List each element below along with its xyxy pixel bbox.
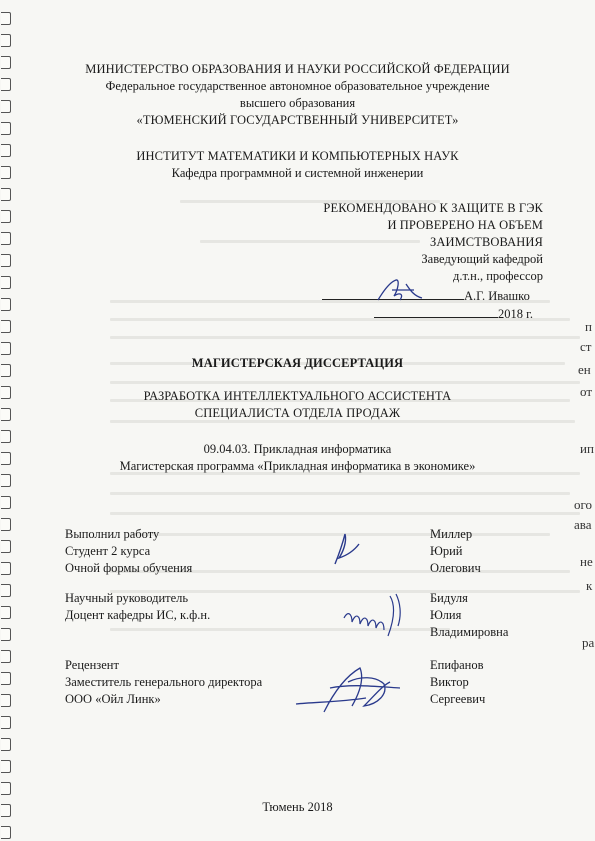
approval-date: 2018 г. <box>498 307 533 321</box>
supervisor-label1: Научный руководитель <box>65 591 189 605</box>
supervisor-label2: Доцент кафедры ИС, к.ф.н. <box>65 608 211 622</box>
bleed-char: ра <box>582 635 595 650</box>
institution-type-line1: Федеральное государственное автономное образовательное учреждение <box>105 79 490 93</box>
binding-hole <box>1 474 11 487</box>
author-surname: Миллер <box>430 527 473 541</box>
reviewer-label1: Рецензент <box>65 658 119 672</box>
author-label2: Студент 2 курса <box>65 544 151 558</box>
thesis-title-line2: СПЕЦИАЛИСТА ОТДЕЛА ПРОДАЖ <box>194 406 401 420</box>
university-name: «ТЮМЕНСКИЙ ГОСУДАРСТВЕННЫЙ УНИВЕРСИТЕТ» <box>136 113 459 127</box>
approval-line2: И ПРОВЕРЕНО НА ОБЪЕМ <box>387 218 543 232</box>
binding-hole <box>1 320 11 333</box>
reviewer-signature <box>290 662 410 718</box>
reviewer-surname: Епифанов <box>430 658 484 672</box>
binding-hole <box>1 672 11 685</box>
supervisor-signature <box>340 592 410 640</box>
approval-role: Заведующий кафедрой <box>421 252 543 266</box>
binding-hole <box>1 562 11 575</box>
author-label1: Выполнил работу <box>65 527 160 541</box>
binding-hole <box>1 606 11 619</box>
bleed-char: ава <box>574 517 592 532</box>
bleed-char: ст <box>580 339 592 354</box>
binding-hole <box>1 496 11 509</box>
binding-hole <box>1 188 11 201</box>
binding-hole <box>1 738 11 751</box>
reviewer-label2: Заместитель генерального директора <box>65 675 263 689</box>
binding-hole <box>1 232 11 245</box>
supervisor-patronymic: Владимировна <box>430 625 509 639</box>
binding-hole <box>1 650 11 663</box>
binding-hole <box>1 760 11 773</box>
binding-hole <box>1 276 11 289</box>
binding-hole <box>1 12 11 25</box>
approval-line1: РЕКОМЕНДОВАНО К ЗАЩИТЕ В ГЭК <box>323 201 543 215</box>
approval-date-line <box>374 305 533 322</box>
binding-hole <box>1 254 11 267</box>
binding-hole <box>1 342 11 355</box>
reviewer-label3: ООО «Ойл Линк» <box>65 692 161 706</box>
bleed-char: не <box>580 554 593 569</box>
ministry-heading: МИНИСТЕРСТВО ОБРАЗОВАНИЯ И НАУКИ РОССИЙСКОЙ ФЕДЕРАЦИИ <box>85 62 510 76</box>
binding-hole <box>1 298 11 311</box>
binding-hole <box>1 518 11 531</box>
bleed-char: п <box>585 319 592 334</box>
binding-hole <box>1 34 11 47</box>
department-name: Кафедра программной и системной инженерии <box>171 166 424 180</box>
supervisor-surname: Бидуля <box>430 591 468 605</box>
bleed-char: к <box>586 578 593 593</box>
approval-line3: ЗАИМСТВОВАНИЯ <box>429 235 543 249</box>
thesis-title-line1: РАЗРАБОТКА ИНТЕЛЛЕКТУАЛЬНОГО АССИСТЕНТА <box>143 389 452 403</box>
bleed-char: ого <box>574 497 593 512</box>
approval-name: А.Г. Ивашко <box>464 289 530 303</box>
author-first-name: Юрий <box>430 544 463 558</box>
master-program: Магистерская программа «Прикладная информатика в экономике» <box>119 459 476 473</box>
author-patronymic: Олегович <box>430 561 481 575</box>
binding-hole <box>1 628 11 641</box>
author-signature <box>325 530 365 568</box>
binding-hole <box>1 782 11 795</box>
binding-hole <box>1 540 11 553</box>
author-label3: Очной формы обучения <box>65 561 193 575</box>
city-year: Тюмень 2018 <box>262 800 333 814</box>
head-of-department-signature <box>370 276 430 306</box>
bleed-char: ен <box>578 362 591 377</box>
approval-degree: д.т.н., профессор <box>453 269 543 283</box>
institution-type-line2: высшего образования <box>239 96 356 110</box>
thesis-type: МАГИСТЕРСКАЯ ДИССЕРТАЦИЯ <box>191 356 404 370</box>
binding-hole <box>1 716 11 729</box>
bleed-char: ип <box>580 441 594 456</box>
binding-hole <box>1 826 11 839</box>
binding-hole <box>1 694 11 707</box>
reviewer-first-name: Виктор <box>430 675 469 689</box>
reviewer-patronymic: Сергеевич <box>430 692 486 706</box>
specialty: 09.04.03. Прикладная информатика <box>203 442 392 456</box>
binding-hole <box>1 584 11 597</box>
supervisor-first-name: Юлия <box>430 608 462 622</box>
binding-hole <box>1 210 11 223</box>
bleed-char: от <box>580 384 593 399</box>
institute-name: ИНСТИТУТ МАТЕМАТИКИ И КОМПЬЮТЕРНЫХ НАУК <box>136 149 459 163</box>
